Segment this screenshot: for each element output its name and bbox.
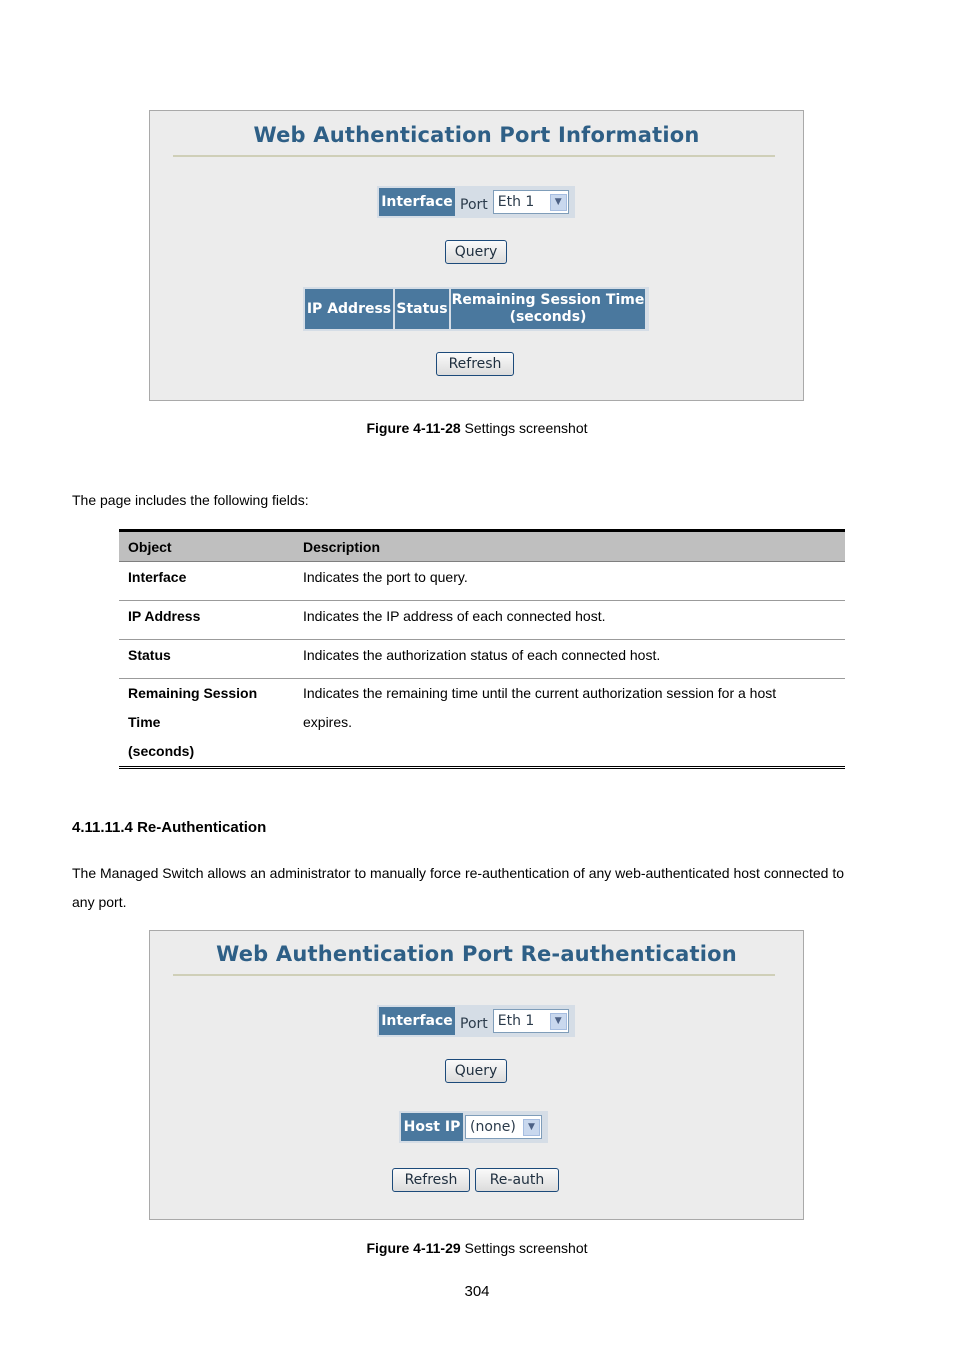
col-remaining-line1: Remaining Session Time [451, 292, 645, 308]
header-object: Object [119, 531, 294, 562]
section-line-2: any port. [72, 894, 127, 910]
table-row [119, 562, 845, 601]
table-row [119, 601, 845, 640]
fields-table [119, 529, 845, 769]
chevron-down-icon[interactable]: ▼ [550, 1013, 567, 1030]
web-auth-reauth-screenshot [149, 930, 804, 1220]
figure-caption-1 [0, 420, 954, 436]
col-remaining-session-time [451, 289, 645, 329]
row-object [119, 679, 294, 768]
table-row [119, 679, 845, 768]
table-row [119, 640, 845, 679]
host-ip-label: Host IP [401, 1113, 463, 1141]
col-remaining-line2: (seconds) [509, 309, 587, 325]
caption-number: Figure 4-11-28 [366, 420, 461, 436]
caption-text: Settings screenshot [460, 1240, 588, 1256]
title-divider [173, 155, 775, 157]
col-ip-address: IP Address [305, 289, 393, 329]
caption-number: Figure 4-11-29 [366, 1240, 461, 1256]
results-table-header [303, 287, 649, 331]
interface-label: Interface [379, 188, 455, 216]
query-button[interactable]: Query [445, 240, 507, 264]
section-heading: 4.11.11.4 Re-Authentication [72, 819, 267, 836]
port-select[interactable] [493, 190, 569, 214]
row-object: Interface [119, 562, 294, 601]
interface-selector [377, 186, 575, 218]
interface-label: Interface [379, 1007, 455, 1035]
row-object-line2: (seconds) [128, 743, 195, 759]
row-description: Indicates the authorization status of each connected host. [294, 640, 845, 679]
web-auth-info-screenshot [149, 110, 804, 401]
reauth-button[interactable]: Re-auth [475, 1168, 559, 1192]
title-divider [173, 974, 775, 976]
refresh-button[interactable]: Refresh [436, 352, 514, 376]
port-value: Eth 1 [497, 1013, 535, 1029]
port-select[interactable] [493, 1009, 569, 1033]
row-description: Indicates the IP address of each connected host. [294, 601, 845, 640]
panel-title: Web Authentication Port Re-authentication [216, 942, 737, 966]
intro-text: The page includes the following fields: [72, 492, 309, 508]
port-label: Port [460, 1016, 488, 1032]
row-description-line2: expires. [303, 714, 353, 730]
chevron-down-icon[interactable]: ▼ [550, 194, 567, 211]
header-description: Description [294, 531, 845, 562]
chevron-down-icon[interactable]: ▼ [523, 1119, 540, 1136]
row-description-line1: Indicates the remaining time until the current authorization session for a host [303, 685, 777, 701]
host-ip-value: (none) [470, 1119, 516, 1135]
host-ip-select[interactable] [465, 1115, 542, 1139]
section-line-1: The Managed Switch allows an administrator to manually force re-authentication of any web-authenticated host connected to [72, 865, 844, 881]
port-value: Eth 1 [497, 194, 535, 210]
table-header-row [119, 531, 845, 562]
row-object: IP Address [119, 601, 294, 640]
figure-caption-2 [0, 1240, 954, 1256]
row-description [294, 679, 845, 768]
page-number: 304 [464, 1283, 490, 1300]
port-label: Port [460, 197, 488, 213]
refresh-button[interactable]: Refresh [392, 1168, 470, 1192]
panel-title: Web Authentication Port Information [253, 123, 700, 147]
caption-text: Settings screenshot [460, 420, 588, 436]
row-object: Status [119, 640, 294, 679]
row-description: Indicates the port to query. [294, 562, 845, 601]
interface-selector [377, 1005, 575, 1037]
col-status: Status [395, 289, 449, 329]
host-ip-selector [399, 1111, 548, 1143]
row-object-line1: Remaining Session Time [128, 685, 258, 730]
query-button[interactable]: Query [445, 1059, 507, 1083]
